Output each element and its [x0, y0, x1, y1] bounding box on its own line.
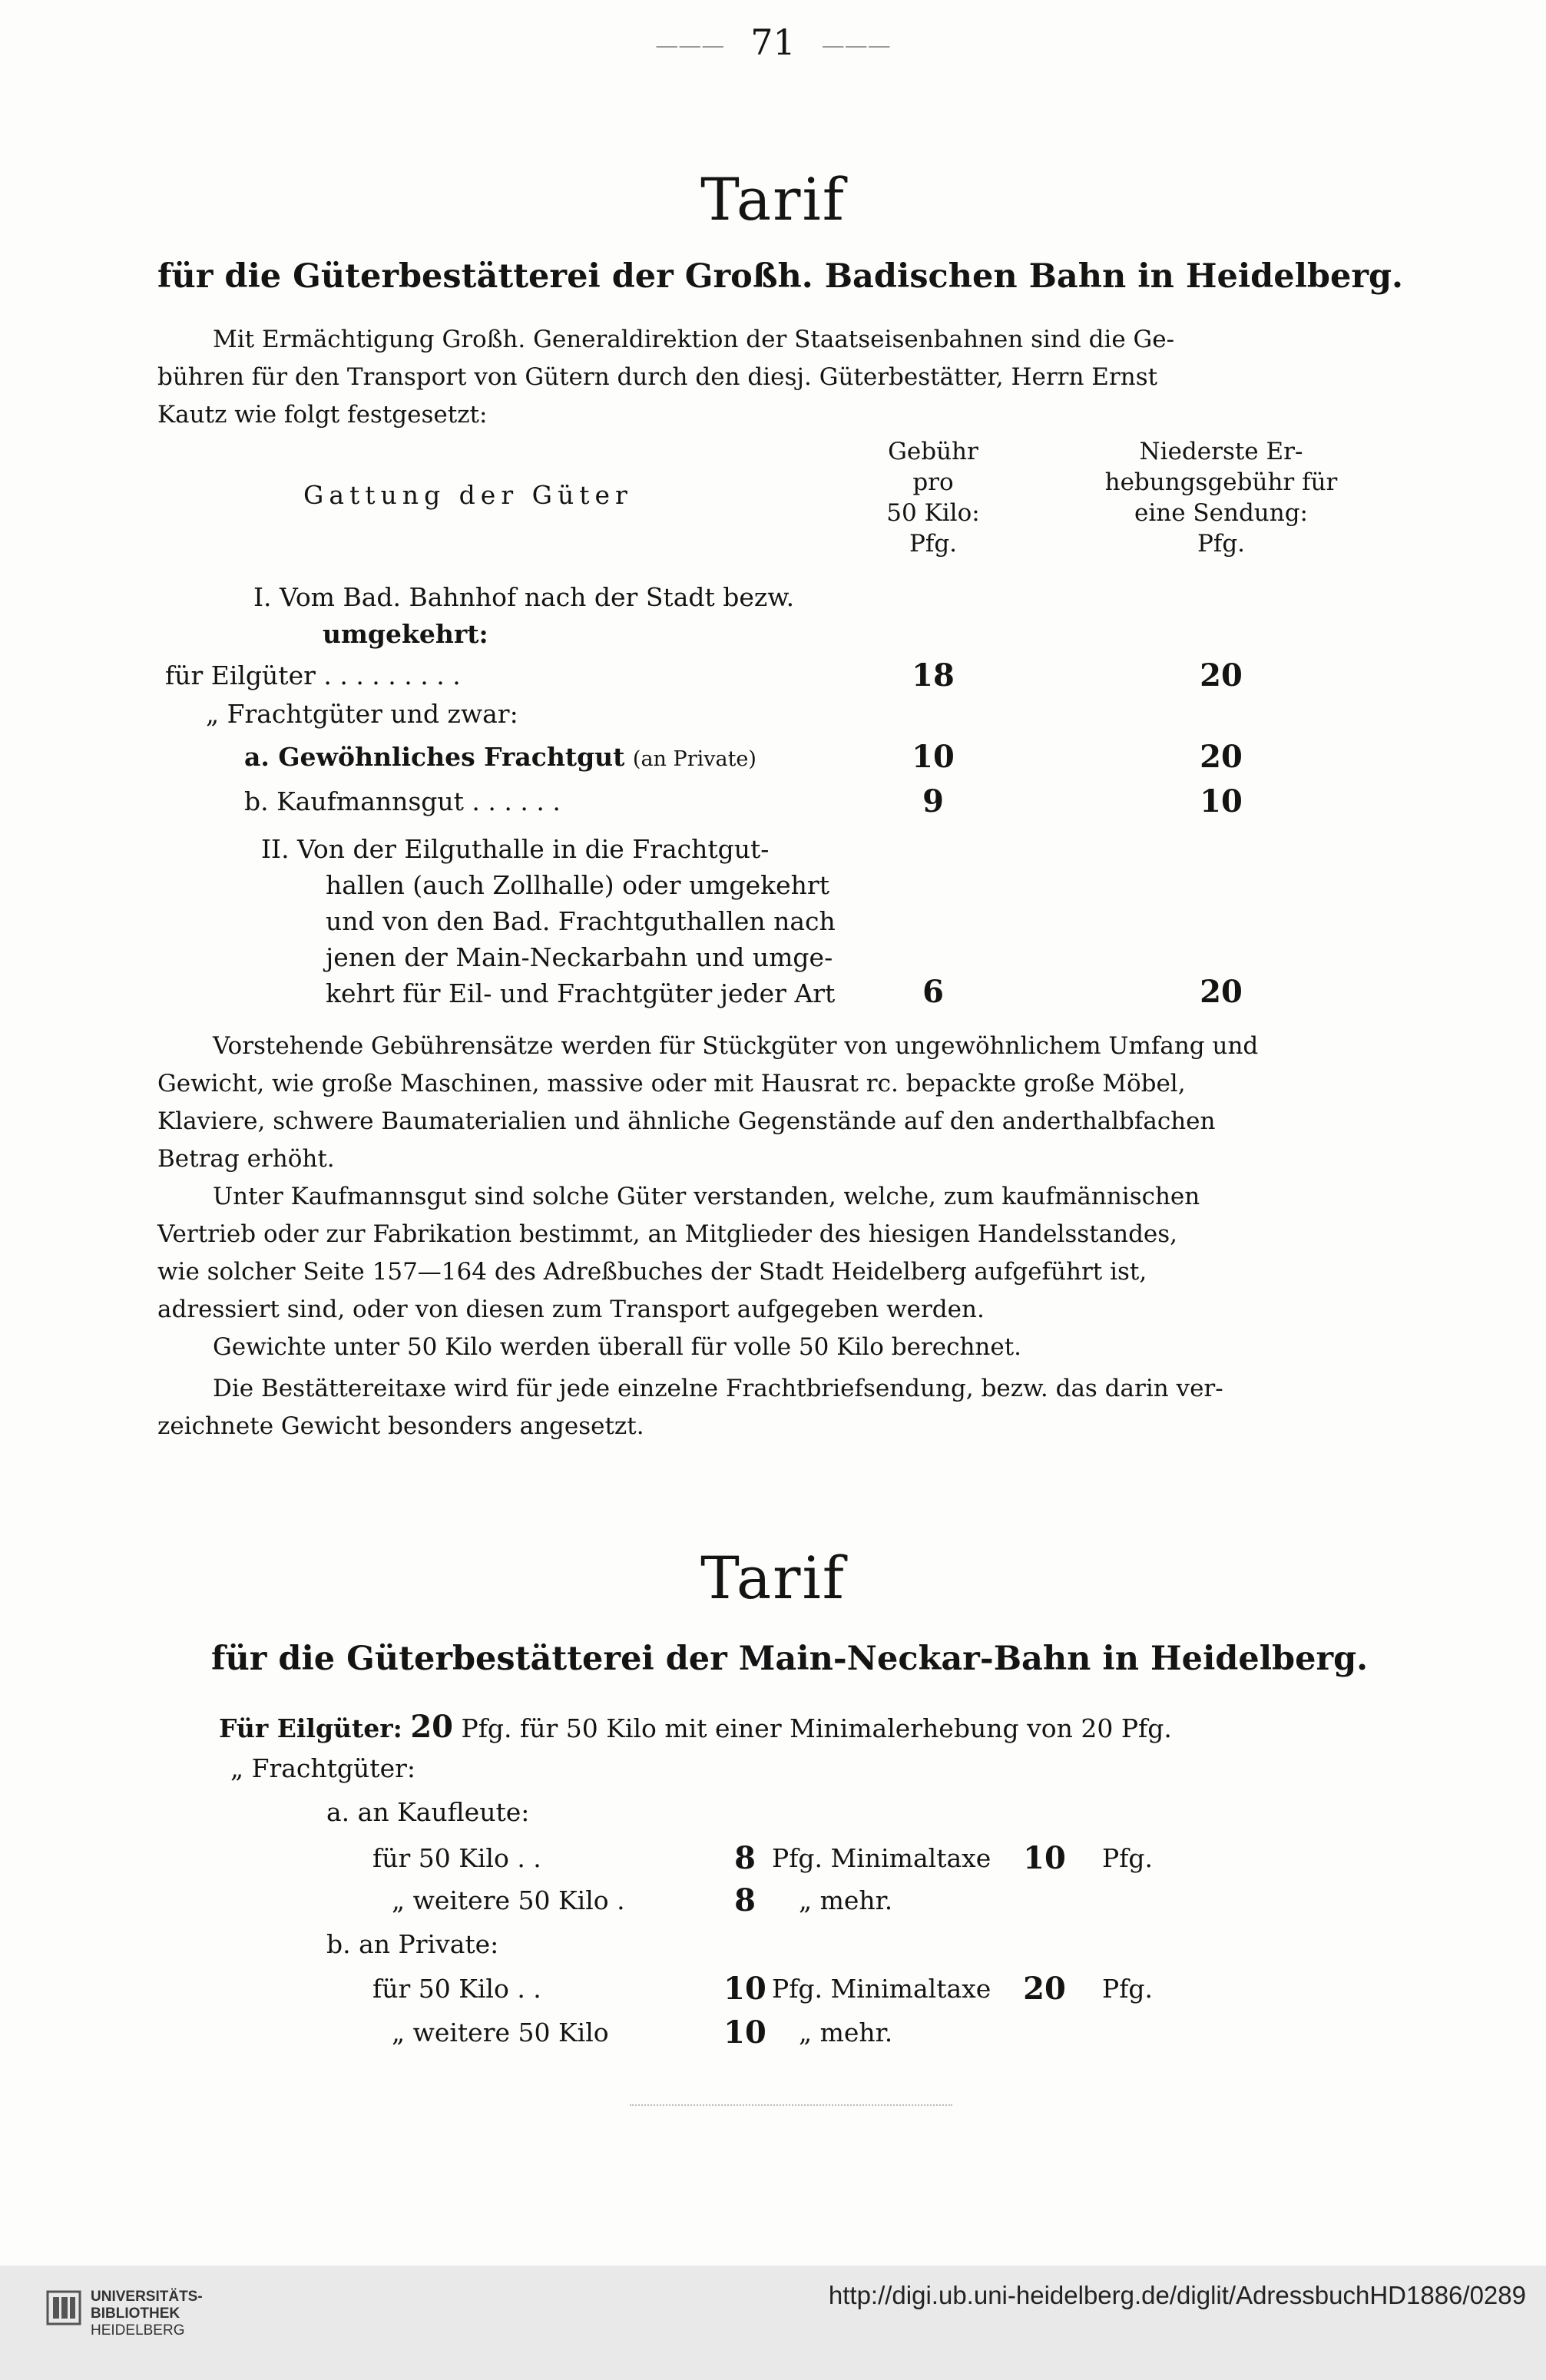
t2-private-line: b. an Private: — [326, 1929, 499, 1959]
t2-k-50kilo-rate: 8 — [734, 1840, 756, 1876]
library-name-line: UNIVERSITÄTS- — [91, 2289, 203, 2305]
row-b-label: b. Kaufmannsgut . . . . . . — [244, 786, 561, 816]
source-url[interactable]: http://digi.ub.uni-heidelberg.de/diglit/AdressbuchHD1886/0289 — [828, 2281, 1526, 2309]
note-line: Vorstehende Gebührensätze werden für Stückgüter von ungewöhnlichem Umfang und — [213, 1032, 1259, 1060]
intro-line-1: Mit Ermächtigung Großh. Generaldirektion der Staatseisenbahnen sind die Ge- — [213, 326, 1175, 353]
t2-k-min-unit: Pfg. — [1102, 1843, 1154, 1873]
row-frachtgueter-label: „ Frachtgüter und zwar: — [206, 699, 518, 729]
fee-header-line: pro — [912, 468, 954, 496]
note-line: Unter Kaufmannsgut sind solche Güter verstanden, welche, zum kaufmännischen — [213, 1183, 1200, 1210]
row-eilgueter-fee: 18 — [912, 657, 955, 693]
intro-line-3: Kautz wie folgt festgesetzt: — [157, 401, 488, 429]
faint-rule — [630, 2104, 952, 2106]
col-header-goods: Gattung der Güter — [303, 480, 633, 510]
page-number: ——— 71 ——— — [655, 22, 891, 63]
note-line: Vertrieb oder zur Fabrikation bestimmt, an Mitglieder des hiesigen Handelsstandes, — [157, 1220, 1178, 1248]
note-line: zeichnete Gewicht besonders angesetzt. — [157, 1412, 644, 1440]
row-b-fee: 9 — [922, 783, 944, 819]
row-a-text: a. Gewöhnliches Frachtgut — [244, 742, 625, 772]
note-tax — [157, 1370, 1379, 1445]
tarif2-title: Tarif — [700, 1544, 846, 1612]
row-a-min: 20 — [1200, 739, 1243, 775]
library-name-line: BIBLIOTHEK — [91, 2306, 180, 2322]
t2-p-50kilo-label: für 50 Kilo . . — [372, 1974, 541, 2004]
min-header-line: Pfg. — [1197, 530, 1246, 558]
t2-kaufleute-line: a. an Kaufleute: — [326, 1797, 530, 1827]
t2-p-min-unit: Pfg. — [1102, 1974, 1154, 2004]
tarif1-subtitle: für die Güterbestätterei der Großh. Badischen Bahn in Heidelberg. — [157, 257, 1404, 296]
t2-p-further-label: „ weitere 50 Kilo — [392, 2018, 609, 2047]
t2-eil-text: Pfg. für 50 Kilo mit einer Minimalerhebung von 20 Pfg. — [461, 1713, 1172, 1743]
t2-k-min-value: 10 — [1023, 1840, 1066, 1876]
col-header-minimum — [1079, 436, 1363, 559]
note-line: Klaviere, schwere Baumaterialien und ähnliche Gegenstände auf den anderthalbfachen — [157, 1107, 1216, 1135]
fee-header-line: Gebühr — [888, 438, 978, 465]
t2-eil-rate: 20 — [410, 1709, 453, 1745]
note-kaufmannsgut — [157, 1178, 1379, 1329]
t2-k-min-label: Pfg. Minimaltaxe — [772, 1843, 991, 1873]
note-line: Die Bestättereitaxe wird für jede einzelne Frachtbriefsendung, bezw. das darin ver- — [213, 1375, 1223, 1402]
section-2-text — [261, 831, 836, 1011]
t2-eilgueter-line — [219, 1709, 1172, 1745]
section-2-line: jenen der Main-Neckarbahn und umge- — [326, 942, 833, 972]
row-a-fee: 10 — [912, 739, 955, 775]
intro-line-2: bühren für den Transport von Gütern durch den diesj. Güterbestätter, Herrn Ernst — [157, 363, 1158, 391]
section-2-line: hallen (auch Zollhalle) oder umgekehrt — [326, 870, 829, 900]
t2-k-50kilo-label: für 50 Kilo . . — [372, 1843, 541, 1873]
row-eilgueter-label: für Eilgüter . . . . . . . . . — [165, 660, 461, 690]
t2-p-50kilo-rate: 10 — [723, 1971, 766, 2007]
t2-p-further-text: „ mehr. — [799, 2018, 893, 2047]
section-2-fee: 6 — [922, 974, 944, 1010]
section-1-heading-cont: umgekehrt: — [323, 619, 488, 649]
note-line: Betrag erhöht. — [157, 1145, 335, 1173]
fee-header-line: Pfg. — [909, 530, 958, 558]
section-2-min: 20 — [1200, 974, 1243, 1010]
note-surcharge — [157, 1028, 1379, 1178]
section-1-heading: I. Vom Bad. Bahnhof nach der Stadt bezw. — [253, 582, 795, 612]
row-eilgueter-min: 20 — [1200, 657, 1243, 693]
row-a-note: (an Private) — [632, 747, 756, 771]
tarif2-subtitle: für die Güterbestätterei der Main-Neckar-Bahn in Heidelberg. — [211, 1640, 1369, 1678]
library-name — [91, 2289, 203, 2339]
row-b-min: 10 — [1200, 783, 1243, 819]
section-2-line: kehrt für Eil- und Frachtgüter jeder Art — [326, 978, 836, 1008]
t2-eil-label: Für Eilgüter: — [219, 1713, 402, 1743]
t2-k-further-text: „ mehr. — [799, 1885, 893, 1915]
note-line: wie solcher Seite 157—164 des Adreßbuches der Stadt Heidelberg aufgeführt ist, — [157, 1258, 1147, 1286]
min-header-line: hebungsgebühr für — [1104, 468, 1338, 496]
tarif1-title: Tarif — [700, 165, 846, 233]
section-2-line: und von den Bad. Frachtguthallen nach — [326, 906, 836, 936]
fee-header-line: 50 Kilo: — [886, 499, 980, 527]
min-header-line: Niederste Er- — [1139, 438, 1303, 465]
note-line: adressiert sind, oder von diesen zum Transport aufgegeben werden. — [157, 1296, 985, 1323]
t2-p-further-rate: 10 — [723, 2014, 766, 2051]
note-line: Gewicht, wie große Maschinen, massive oder mit Hausrat rc. bepackte große Möbel, — [157, 1070, 1186, 1097]
t2-k-further-rate: 8 — [734, 1882, 756, 1918]
t2-frachtgueter-line: „ Frachtgüter: — [230, 1753, 415, 1783]
row-a-label — [244, 742, 756, 772]
t2-p-min-label: Pfg. Minimaltaxe — [772, 1974, 991, 2004]
library-name-line: HEIDELBERG — [91, 2322, 185, 2339]
note-weights — [157, 1329, 1379, 1366]
tarif1-intro — [157, 321, 1359, 434]
col-header-fee — [860, 436, 1006, 559]
library-logo-icon — [46, 2290, 81, 2325]
note-line: Gewichte unter 50 Kilo werden überall für volle 50 Kilo berechnet. — [213, 1333, 1022, 1361]
min-header-line: eine Sendung: — [1134, 499, 1309, 527]
t2-k-further-label: „ weitere 50 Kilo . — [392, 1885, 625, 1915]
t2-p-min-value: 20 — [1023, 1971, 1066, 2007]
section-2-line: II. Von der Eilguthalle in die Frachtgut- — [261, 834, 770, 864]
